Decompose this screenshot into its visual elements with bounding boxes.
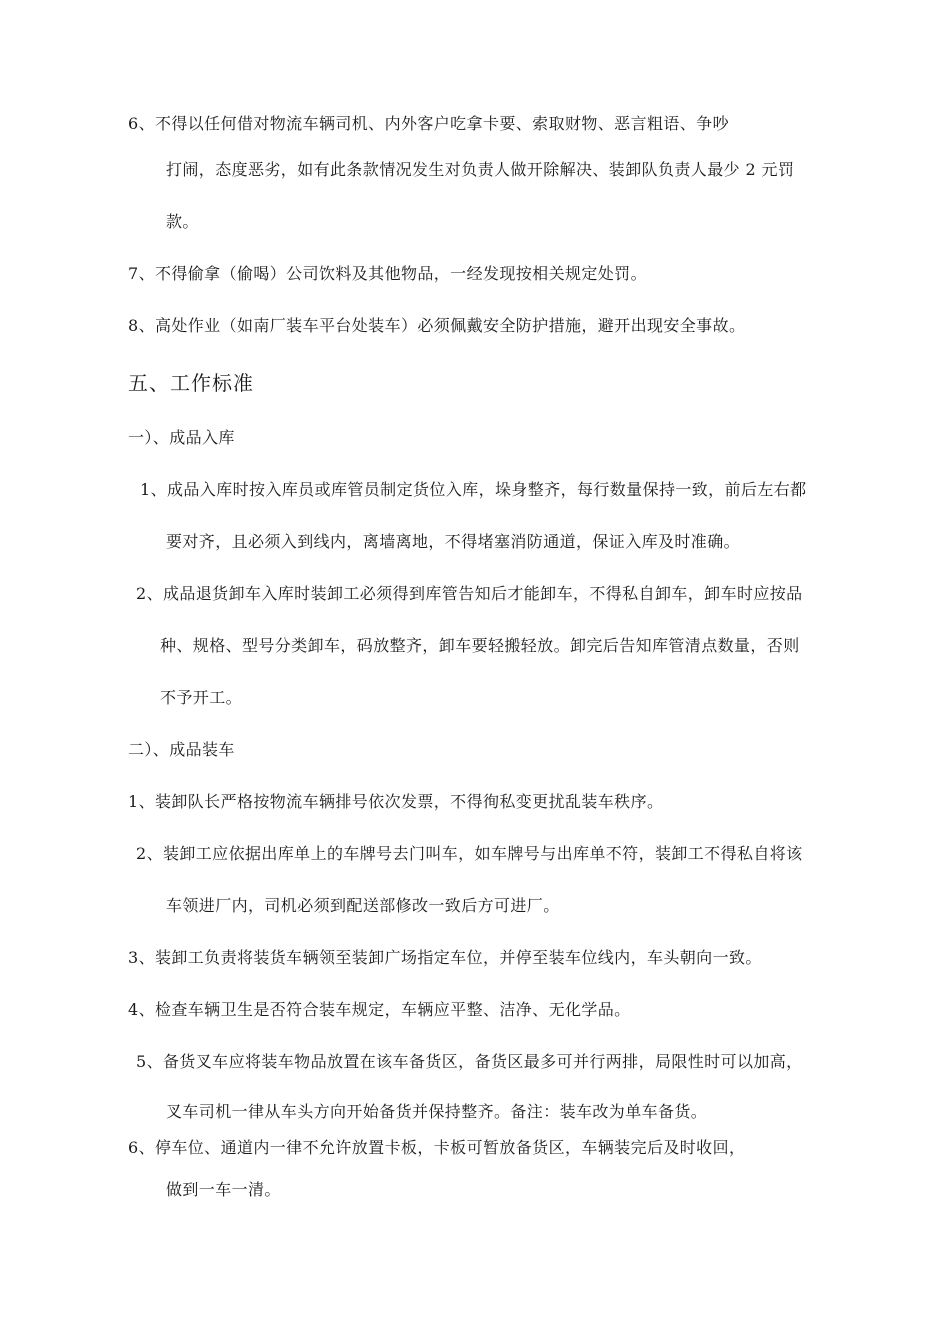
loading-item-6-line-2: 做到一车一清。 (166, 1180, 281, 1199)
warehousing-item-2-line-2: 种、规格、型号分类卸车，码放整齐，卸车要轻搬轻放。卸完后告知库管清点数量，否则 (160, 636, 800, 655)
loading-item-3: 3、装卸工负责将装货车辆领至装卸广场指定车位，并停至装车位线内，车头朝向一致。 (128, 948, 762, 967)
loading-item-4: 4、检查车辆卫生是否符合装车规定，车辆应平整、洁净、无化学品。 (128, 1000, 631, 1019)
rule-item-8: 8、高处作业（如南厂装车平台处装车）必须佩戴安全防护措施，避开出现安全事故。 (128, 316, 746, 335)
warehousing-item-2-line-3: 不予开工。 (160, 688, 243, 707)
loading-item-6-line-1: 6、停车位、通道内一律不允许放置卡板，卡板可暂放备货区，车辆装完后及时收回， (128, 1138, 746, 1157)
loading-item-2-line-2: 车领进厂内，司机必须到配送部修改一致后方可进厂。 (166, 896, 560, 915)
subsection-heading-warehousing: 一）、成品入库 (128, 428, 235, 447)
section-heading-work-standards: 五、工作标准 (128, 371, 254, 395)
loading-item-2-line-1: 2、装卸工应依据出库单上的车牌号去门叫车，如车牌号与出库单不符，装卸工不得私自将该 (136, 844, 803, 863)
rule-item-6-line-2: 打闹，态度恶劣，如有此条款情况发生对负责人做开除解决、装卸队负责人最少 2 元罚 (166, 160, 795, 179)
loading-item-5-line-1: 5、备货叉车应将装车物品放置在该车备货区，备货区最多可并行两排，局限性时可以加高， (136, 1052, 803, 1071)
warehousing-item-2-line-1: 2、成品退货卸车入库时装卸工必须得到库管告知后才能卸车，不得私自卸车，卸车时应按品 (136, 584, 803, 603)
subsection-heading-loading: 二）、成品装车 (128, 740, 235, 759)
warehousing-item-1-line-1: 1、成品入库时按入库员或库管员制定货位入库，垛身整齐，每行数量保持一致，前后左右都 (140, 480, 807, 499)
loading-item-5-line-2: 叉车司机一律从车头方向开始备货并保持整齐。备注：装车改为单车备货。 (166, 1102, 708, 1121)
rule-item-6-line-3: 款。 (166, 212, 199, 231)
rule-item-7: 7、不得偷拿（偷喝）公司饮料及其他物品，一经发现按相关规定处罚。 (128, 264, 647, 283)
loading-item-1: 1、装卸队长严格按物流车辆排号依次发票，不得徇私变更扰乱装车秩序。 (128, 792, 664, 811)
rule-item-6-line-1: 6、不得以任何借对物流车辆司机、内外客户吃拿卡要、索取财物、恶言粗语、争吵 (128, 114, 729, 133)
warehousing-item-1-line-2: 要对齐，且必须入到线内，离墙离地，不得堵塞消防通道，保证入库及时准确。 (166, 532, 741, 551)
